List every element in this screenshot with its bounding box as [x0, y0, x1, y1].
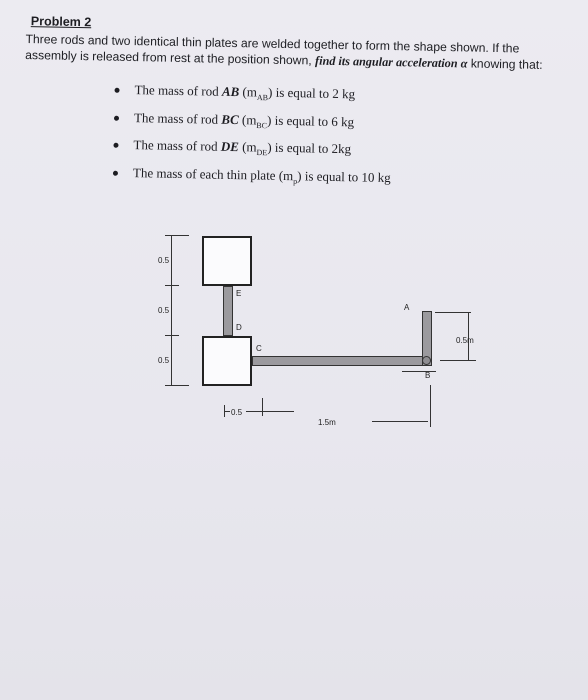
dim-tick: [165, 235, 189, 236]
intro-part1: Three rods and two identical thin plates are welded together to form the shape shown. If the assembly is released from rest at the position shown,: [25, 31, 520, 68]
dim-label-bottom: 0.5: [158, 356, 170, 365]
top-plate: [202, 236, 252, 286]
bottom-plate: [202, 336, 252, 386]
dim-tick: [440, 360, 476, 361]
point-A-label: A: [404, 303, 410, 312]
rod-DE: [223, 286, 233, 336]
dim-label-bottom-left: 0.5: [231, 408, 243, 417]
dim-label-right: 0.5m: [456, 336, 474, 345]
dim-tick: [262, 398, 263, 416]
list-item: The mass of rod BC $(m_{BC})$ is equal to 6 kg: [114, 106, 584, 143]
list-item: The mass of rod DE $(m_{DE})$ is equal to 2kg: [113, 134, 583, 171]
rod-BC: [252, 356, 432, 366]
list-item: The mass of each thin plate $(m_p)$ is equal to 10 kg: [113, 161, 583, 198]
support-line: [402, 371, 436, 372]
list-item: The mass of rod AB $(m_{AB})$ is equal to 2 kg: [114, 79, 584, 116]
point-B-label: B: [425, 371, 431, 380]
point-C-label: C: [256, 344, 262, 353]
problem-text: [23, 14, 586, 198]
dim-tick: [165, 385, 189, 386]
dim-line-bottom: [372, 421, 428, 422]
dim-line-bottom: [246, 411, 294, 412]
point-D-label: D: [236, 323, 242, 332]
assembly-figure: [140, 225, 500, 440]
dim-line-left: [171, 235, 172, 385]
problem-statement: [25, 31, 566, 73]
intro-emphasis: find its angular acceleration α: [314, 53, 468, 71]
dim-tick: [430, 385, 431, 427]
dim-tick: [165, 335, 179, 336]
dim-label-bottom-right: 1.5m: [318, 418, 336, 427]
pin-B: [422, 356, 431, 365]
mass-list: [113, 79, 585, 198]
intro-part2: knowing that:: [467, 56, 543, 72]
problem-title: Problem 2: [30, 14, 92, 30]
dim-label-middle: 0.5: [158, 306, 170, 315]
dim-label-top: 0.5: [158, 256, 170, 265]
dim-line-bottom: [224, 411, 230, 412]
dim-tick: [165, 285, 179, 286]
point-E-label: E: [236, 289, 242, 298]
dim-tick: [435, 312, 471, 313]
